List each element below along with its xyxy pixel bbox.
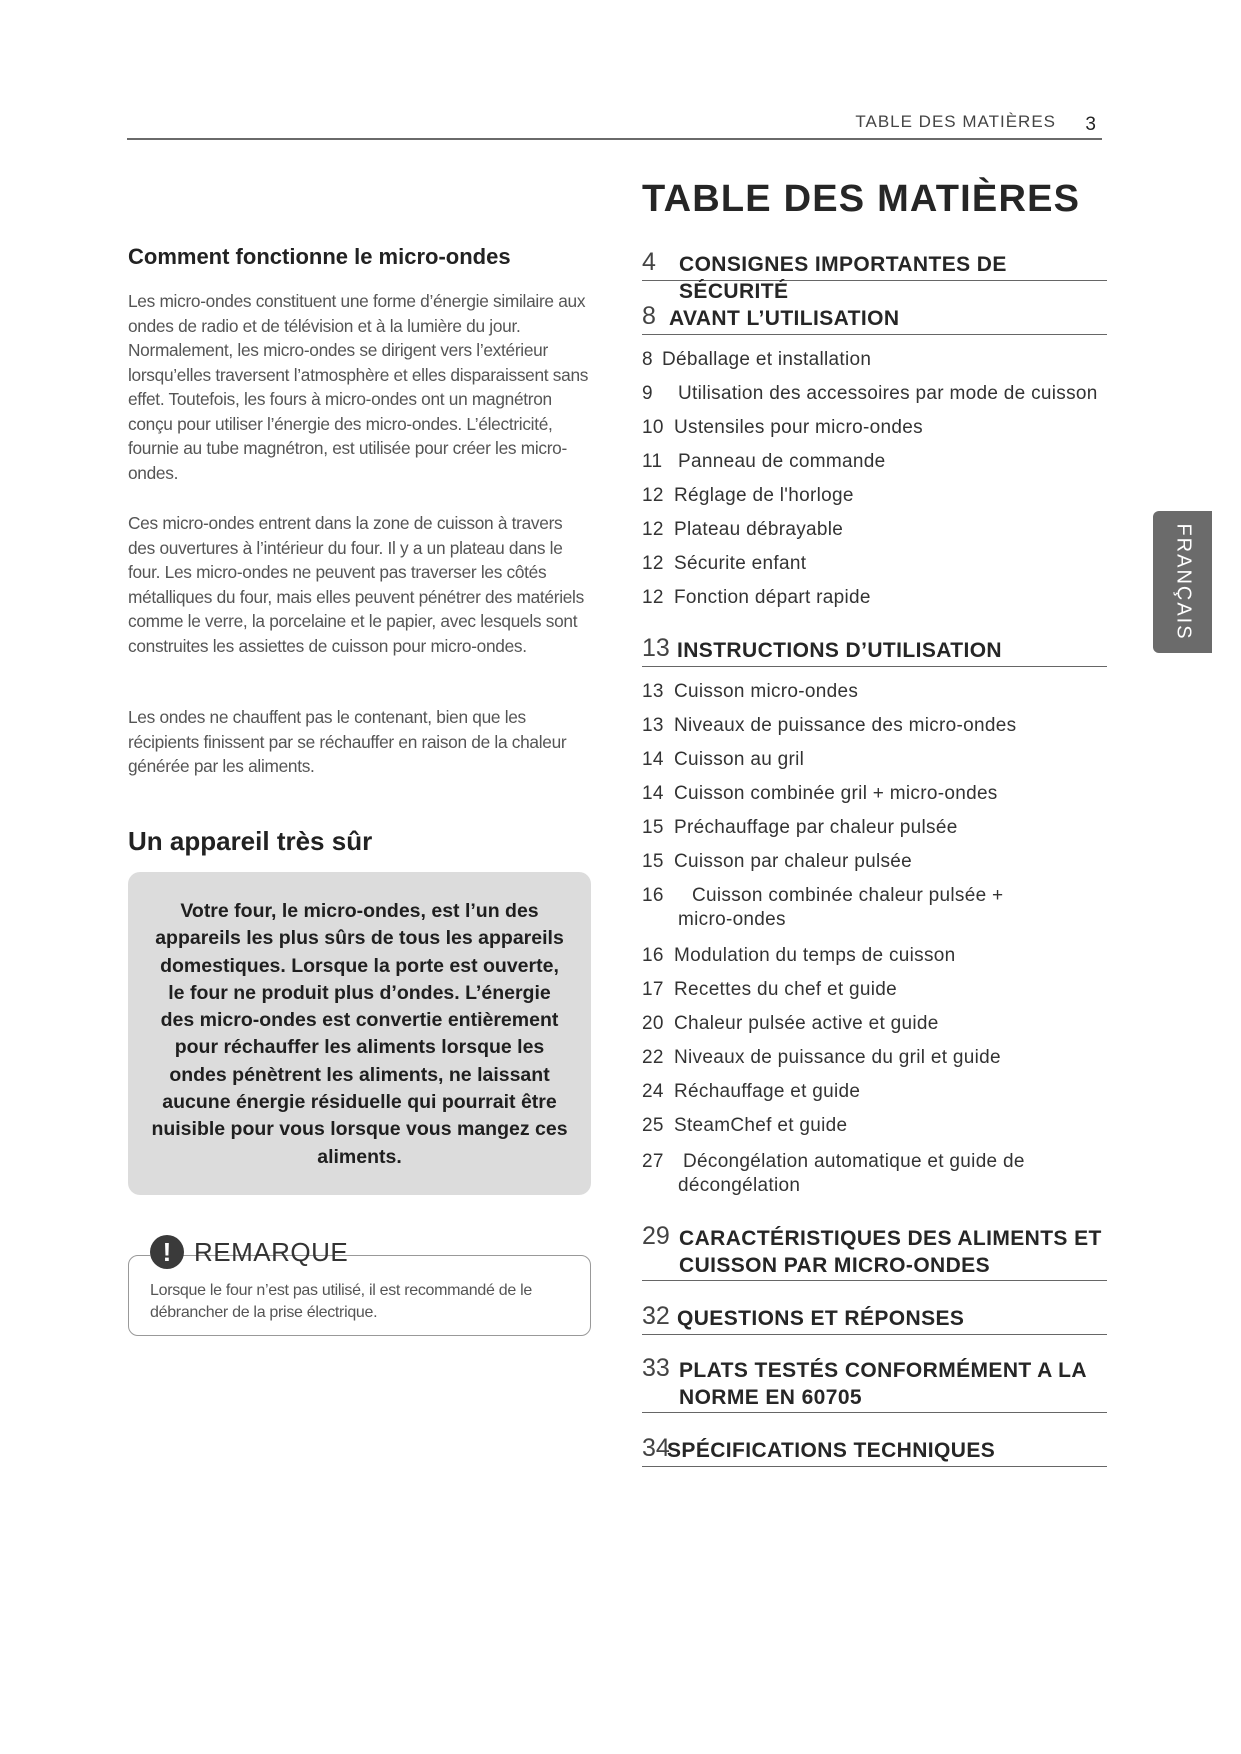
toc-entry-title: Recettes du chef et guide	[674, 979, 897, 1000]
toc-entry-page: 16	[642, 885, 664, 906]
toc-entry-title: Plateau débrayable	[674, 519, 844, 540]
toc-section-title: AVANT L’UTILISATION	[669, 307, 900, 330]
note-label: REMARQUE	[194, 1237, 349, 1267]
safety-box-text: Votre four, le micro-ondes, est l’un des appareils les plus sûrs de tous les appareils domestiques. Lorsque la porte est ouverte, le four ne produit plus d’ondes. L’énergie des micro-ondes est convertie entièrement pour réchauffer les aliments lorsque les ondes pénètrent les aliments, ne laissant aucune énergie résiduelle qui pourrait être nuisible pour vous lorsque vous mangez ces aliments.	[151, 900, 568, 1168]
toc-title: TABLE DES MATIÈRES	[642, 178, 1081, 220]
toc-entry-title: Panneau de commande	[678, 451, 886, 472]
toc-entry-title: Modulation du temps de cuisson	[674, 945, 956, 966]
toc-section-page: 32	[642, 1302, 670, 1330]
toc-entry-title: Utilisation des accessoires par mode de cuisson	[678, 383, 1098, 404]
toc-section[interactable]	[642, 248, 1107, 303]
note-text: Lorsque le four n’est pas utilisé, il est recommandé de le débrancher de la prise électrique.	[150, 1282, 532, 1321]
toc-entry-page: 15	[642, 851, 664, 872]
toc-section-page: 34	[642, 1434, 670, 1462]
toc-section-title: QUESTIONS ET RÉPONSES	[677, 1307, 965, 1330]
toc-section[interactable]	[642, 634, 1107, 667]
toc-entry-title: Niveaux de puissance du gril et guide	[674, 1047, 1001, 1068]
toc-entry-title: Cuisson par chaleur pulsée	[674, 851, 913, 872]
safe-appliance-heading: Un appareil très sûr	[128, 826, 373, 856]
toc-entry-page: 17	[642, 979, 664, 1000]
toc-entry-title: Cuisson micro-ondes	[674, 681, 859, 702]
toc-section[interactable]	[642, 302, 1107, 335]
exclamation-icon: !	[150, 1235, 184, 1269]
toc-entry-page: 13	[642, 681, 664, 702]
toc-entry-title: Cuisson au gril	[674, 749, 805, 770]
toc-entry-page: 14	[642, 783, 664, 804]
toc-section-title: SPÉCIFICATIONS TECHNIQUES	[667, 1439, 996, 1462]
toc-entry-page: 11	[642, 451, 663, 472]
toc-section-page: 33	[642, 1354, 670, 1382]
page-header	[127, 112, 1102, 140]
toc-section-page: 8	[642, 302, 656, 330]
toc-entry-title: Ustensiles pour micro-ondes	[674, 417, 923, 438]
toc-entry-page: 25	[642, 1115, 664, 1136]
paragraph-3: Les ondes ne chauffent pas le contenant, bien que les récipients finissent par se réchauffer en raison de la chaleur générée par les aliments.	[128, 707, 567, 776]
toc-entry-page: 13	[642, 715, 664, 736]
toc-entry-title: Sécurite enfant	[674, 553, 807, 574]
toc-section-title: CARACTÉRISTIQUES DES ALIMENTS ET CUISSON PAR MICRO-ONDES	[679, 1227, 1102, 1277]
toc-section[interactable]	[642, 1354, 1107, 1413]
toc-entry-page: 12	[642, 485, 664, 506]
toc-entry-title: Préchauffage par chaleur pulsée	[674, 817, 958, 838]
toc-entry-page: 20	[642, 1013, 664, 1034]
toc-section-page: 13	[642, 634, 670, 662]
toc-entry-title: SteamChef et guide	[674, 1115, 848, 1136]
toc-section-page: 29	[642, 1222, 670, 1250]
toc-section[interactable]	[642, 1434, 1107, 1467]
toc-entry-title: Déballage et installation	[662, 349, 872, 370]
toc-section[interactable]	[642, 1302, 1107, 1335]
toc-entry-title: Décongélation automatique et guide de décongélation	[678, 1151, 1025, 1196]
toc-section-title: INSTRUCTIONS D’UTILISATION	[677, 639, 1002, 662]
toc-entry-page: 12	[642, 519, 664, 540]
how-it-works-heading: Comment fonctionne le micro-ondes	[128, 244, 511, 269]
toc-entry-page: 16	[642, 945, 664, 966]
toc-entry[interactable]	[642, 884, 1112, 932]
toc-entry-page: 12	[642, 587, 664, 608]
toc-entry[interactable]	[642, 1150, 1112, 1198]
toc-entry-title: Chaleur pulsée active et guide	[674, 1013, 939, 1034]
toc-section-title: PLATS TESTÉS CONFORMÉMENT A LA NORME EN 60705	[679, 1359, 1087, 1409]
toc-entry-page: 9	[642, 383, 653, 404]
header-title: TABLE DES MATIÈRES	[855, 112, 1056, 131]
toc-entry-title: Niveaux de puissance des micro-ondes	[674, 715, 1017, 736]
note-header	[150, 1233, 349, 1273]
toc-entry-title: Fonction départ rapide	[674, 587, 871, 608]
toc-entry-title: Réglage de l'horloge	[674, 485, 854, 506]
paragraph-2: Ces micro-ondes entrent dans la zone de cuisson à travers des ouvertures à l’intérieur du four. Il y a un plateau dans le four. Les micro-ondes ne peuvent pas traverser les côtés métalliques du four, mais elles peuvent pénétrer des matériels comme le verre, la porcelaine et le papier, avec lesquels sont construites les assiettes de cuisson pour micro-ondes.	[128, 513, 584, 656]
toc-entry-title: Cuisson combinée chaleur pulsée + micro-ondes	[678, 885, 1004, 930]
toc-entry-page: 15	[642, 817, 664, 838]
toc-entry-page: 8	[642, 349, 653, 370]
paragraph-1: Les micro-ondes constituent une forme d’énergie similaire aux ondes de radio et de télévision et à la lumière du jour. Normalement, les micro-ondes se dirigent vers l’extérieur lorsqu’elles traversent l’atmosphère et elles disparaissent sans effet. Toutefois, les fours à micro-ondes ont un magnétron conçu pour utiliser l’énergie des micro-ondes. L’électricité, fournie au tube magnétron, est utilisée pour créer les micro-ondes.	[128, 291, 589, 483]
toc-entry-page: 22	[642, 1047, 664, 1068]
toc-entry-page: 10	[642, 417, 664, 438]
toc-entry-page: 12	[642, 553, 664, 574]
page-number: 3	[1085, 114, 1096, 135]
toc-entry-page: 24	[642, 1081, 664, 1102]
language-tab	[1153, 511, 1212, 653]
toc-entry-page: 27	[642, 1151, 664, 1172]
toc-section-page: 4	[642, 248, 656, 276]
toc-entry-title: Cuisson combinée gril + micro-ondes	[674, 783, 998, 804]
safety-box	[128, 872, 591, 1195]
toc-entry-title: Réchauffage et guide	[674, 1081, 861, 1102]
toc-section-title: CONSIGNES IMPORTANTES DE SÉCURITÉ	[679, 253, 1007, 303]
toc-entry-page: 14	[642, 749, 664, 770]
language-tab-label: FRANÇAIS	[1172, 523, 1194, 641]
toc-section[interactable]	[642, 1222, 1107, 1281]
